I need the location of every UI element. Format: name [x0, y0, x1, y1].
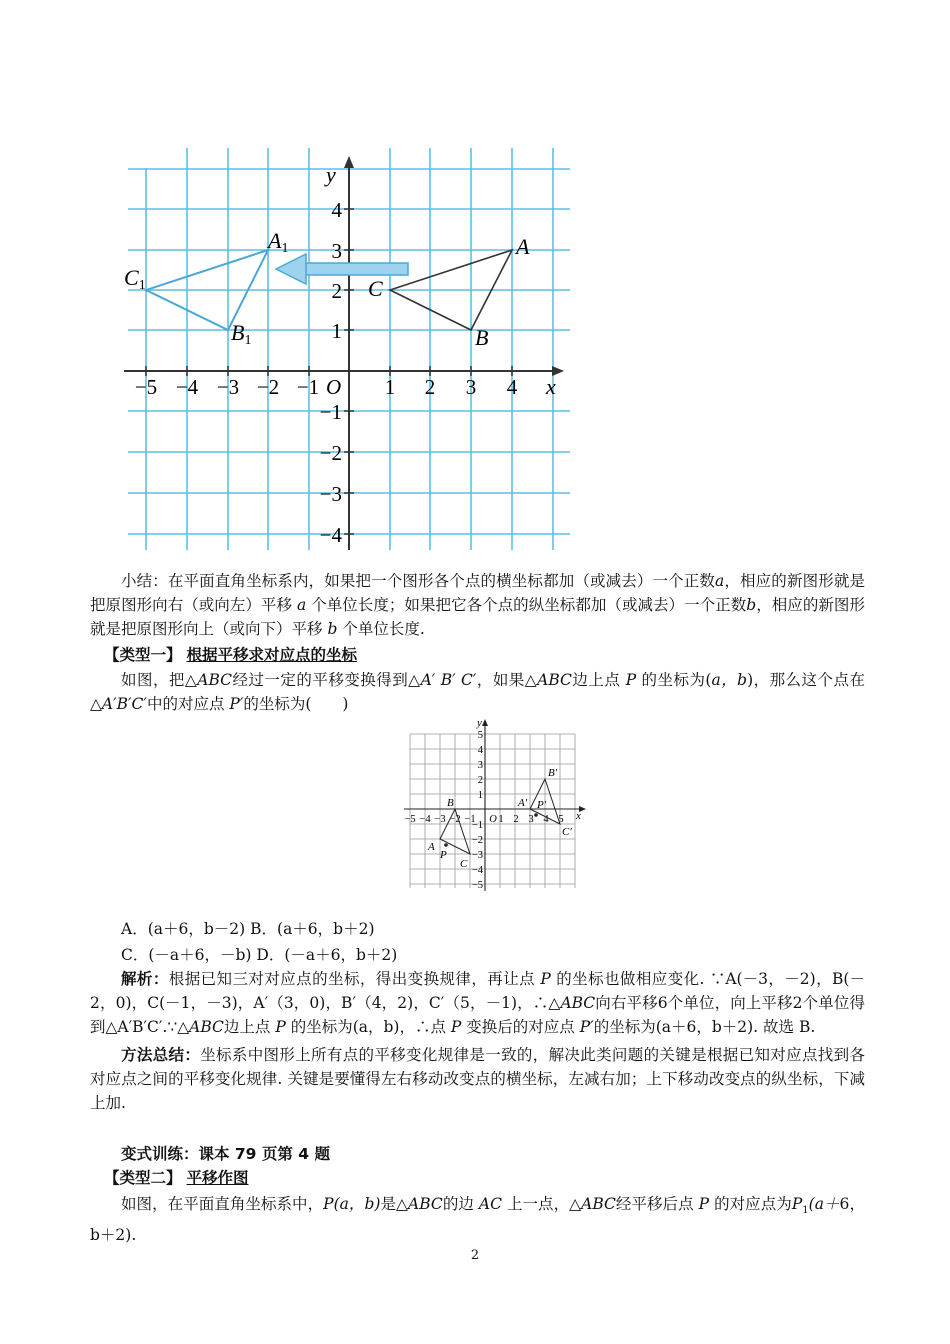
y-tick: 4: [331, 198, 342, 222]
small-x-tick: −5: [404, 814, 416, 825]
small-label-ap: A′: [518, 797, 528, 809]
small-y-arrow: [482, 719, 488, 726]
y-tick: −3: [319, 482, 342, 506]
small-x-tick: −1: [464, 814, 476, 825]
small-y-tick: −4: [471, 865, 483, 876]
options-row-1: [121, 917, 896, 941]
small-y-tick: 4: [477, 745, 483, 756]
small-x-tick: −4: [419, 814, 431, 825]
label-a1: A1: [268, 228, 289, 256]
type2-question: 如图，在平面直角坐标系中，P(a，b)是△ABC的边 AC 上一点，△ABC经平移后点 P 的对应点为$P_1(a+6$，b＋2).: [90, 1195, 865, 1245]
small-x-tick: 2: [513, 814, 519, 825]
x-tick: 3: [465, 375, 477, 399]
small-label-a: A: [428, 841, 435, 853]
y-tick: −4: [319, 523, 342, 547]
translation-figure: [118, 140, 578, 560]
small-x-label: x: [576, 810, 581, 822]
small-label-bp: B′: [548, 767, 558, 779]
small-x-tick: O: [489, 814, 497, 825]
y-axis-arrow: [344, 156, 354, 168]
small-x-tick: 4: [543, 814, 549, 825]
small-label-p: P: [440, 849, 447, 861]
small-y-tick: −5: [471, 880, 483, 891]
y-tick: 2: [331, 279, 342, 303]
variant-line: 变式训练：课本 79 页第 4 题: [121, 1145, 330, 1163]
option-c: C．(－a＋6，－b): [121, 946, 252, 964]
label-a: A: [516, 234, 530, 259]
type1-heading: 【类型一】 根据平移求对应点的坐标: [104, 646, 357, 664]
x-tick: −2: [256, 375, 280, 399]
x-axis-label: x: [546, 374, 556, 399]
small-coordinate-figure: [400, 716, 590, 892]
small-label-b: B: [447, 797, 454, 809]
small-x-tick: 3: [528, 814, 534, 825]
type1-question: 如图，把△ABC经过一定的平移变换得到△A′ B′ C′，如果△ABC边上点 P 的坐标为(a，b)，那么这个点在△A′B′C′中的对应点 P′的坐标为( ): [90, 671, 865, 713]
y-tick: −2: [319, 441, 342, 465]
small-x-tick: 5: [558, 814, 564, 825]
label-b: B: [475, 325, 489, 350]
small-y-tick: 1: [477, 790, 483, 801]
summary-paragraph: 小结：在平面直角坐标系内，如果把一个图形各个点的横坐标都加（或减去）一个正数a，相应的新图形就是把原图形向右（或向左）平移 a 个单位长度；如果把它各个点的纵坐标都加（或减去）一个正数b，相应的新图形就是把原图形向上（或向下）平移 b 个单位长度.: [90, 572, 865, 638]
x-tick: 4: [506, 375, 518, 399]
y-tick: −1: [319, 400, 342, 424]
method-paragraph: 方法总结：坐标系中图形上所有点的平移变化规律是一致的，解决此类问题的关键是根据已知对应点找到各对应点之间的平移变化规律. 关键是要懂得左右移动改变点的横坐标，左减右加；上下移动改变点的纵坐标，下减上加.: [90, 1046, 865, 1112]
small-y-label: y: [477, 717, 482, 729]
small-label-cp: C′: [562, 826, 572, 838]
option-a: A．(a＋6，b－2): [121, 920, 246, 938]
x-tick: 2: [424, 375, 436, 399]
x-tick: −4: [175, 375, 199, 399]
label-c: C: [368, 276, 383, 301]
label-b1: B1: [231, 320, 252, 348]
small-label-pp: P′: [537, 799, 547, 811]
x-tick: −3: [216, 375, 240, 399]
y-tick: 1: [331, 319, 342, 343]
point-p-prime: [534, 813, 538, 817]
translation-arrow: [276, 254, 408, 284]
small-y-tick: 3: [477, 760, 483, 771]
page-number: 2: [470, 1248, 480, 1263]
x-tick: −5: [134, 375, 158, 399]
small-x-tick: −3: [434, 814, 446, 825]
small-x-tick: 1: [498, 814, 504, 825]
y-axis-label: y: [326, 162, 336, 187]
small-x-tick: −2: [449, 814, 461, 825]
option-b: B．(a＋6，b＋2): [250, 920, 375, 938]
type2-heading: 【类型二】 平移作图: [104, 1169, 249, 1187]
small-label-c: C: [460, 858, 468, 870]
point-p: [444, 843, 448, 847]
small-y-tick: −2: [471, 835, 483, 846]
small-y-tick: −1: [471, 820, 483, 831]
small-y-tick: 5: [477, 730, 483, 741]
option-d: D．(－a＋6，b＋2): [256, 946, 398, 964]
options-row-2: [121, 943, 896, 967]
origin-label: O: [326, 375, 342, 399]
analysis-paragraph: 解析：根据已知三对对应点的坐标，得出变换规律，再让点 P 的坐标也做相应变化. ∵A(－3，－2)，B(－2，0)，C(－1，－3)，A′（3，0)，B′（4，2)，C′（5，－1)，∴△ABC向右平移6个单位，向上平移2个单位得到△A′B′C′.∵△ABC边上点 P 的坐标为(a，b)，∴点 P 变换后的对应点 P′的坐标为(a＋6，b＋2). 故选 B.: [90, 970, 865, 1036]
x-tick: −1: [296, 375, 320, 399]
small-y-tick: 2: [477, 775, 483, 786]
y-tick: 3: [331, 239, 342, 263]
x-tick: 1: [384, 375, 396, 399]
small-y-tick: −3: [471, 850, 483, 861]
label-c1: C1: [124, 265, 146, 293]
